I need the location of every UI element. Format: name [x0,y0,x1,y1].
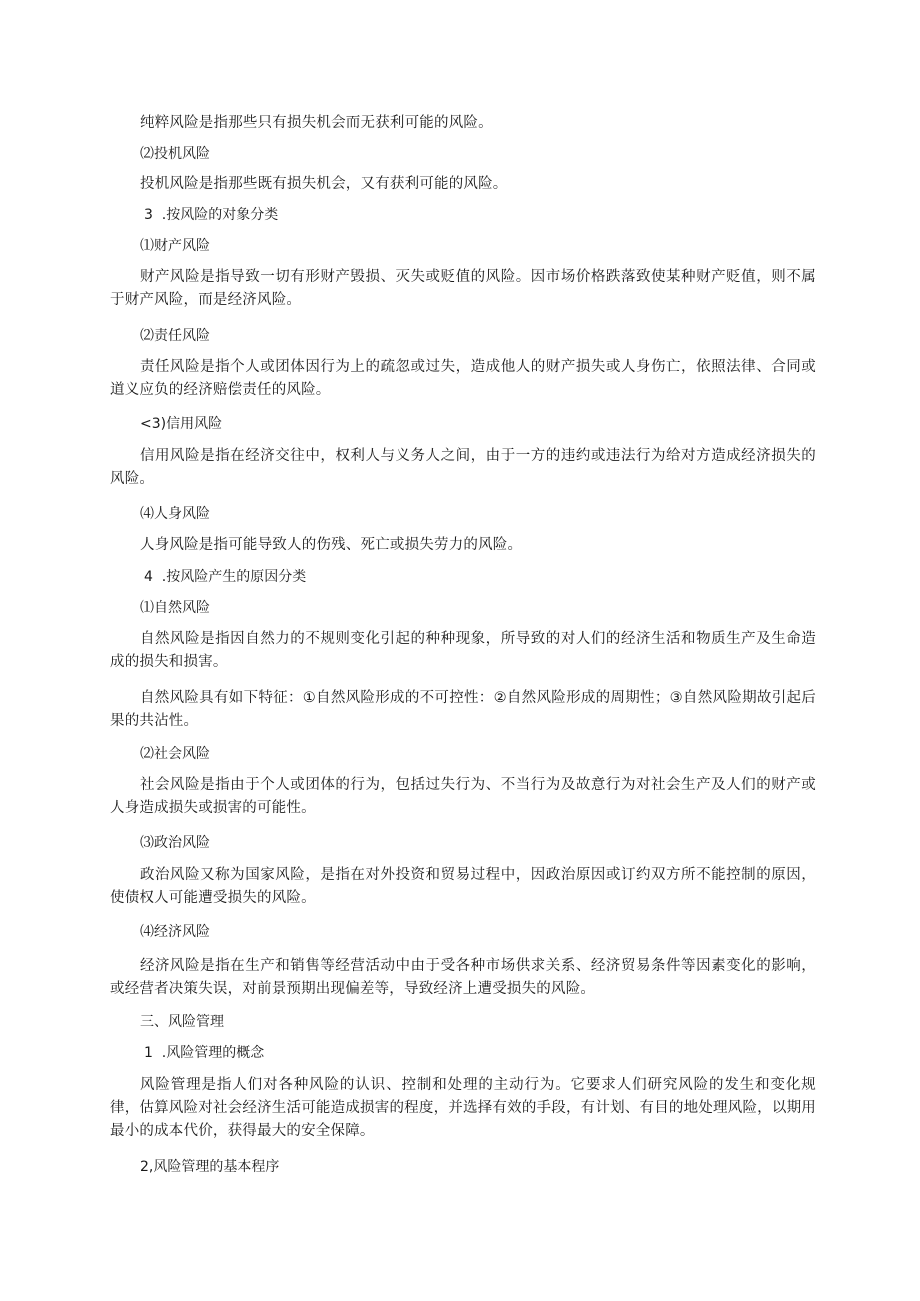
paragraph-property-risk: 财产风险是指导致一切有形财产毁损、灭失或贬值的风险。因市场价格跌落致使某种财产贬值，则不属于财产风险，而是经济风险。 [110,269,816,308]
heading-credit-risk: <3)信用风险 [140,416,223,432]
heading-risk-management-concept: 1 .风险管理的概念 [144,1045,265,1061]
paragraph-pure-risk: 纯粹风险是指那些只有损失机会而无获利可能的风险。 [140,115,493,131]
paragraph-liability-risk: 责任风险是指个人或团体因行为上的疏忽或过失，造成他人的财产损失或人身伤亡，依照法律、合同或道义应负的经济赔偿责任的风险。 [110,359,816,398]
heading-by-cause: 4 .按风险产生的原因分类 [144,569,307,585]
paragraph-risk-management-concept: 风险管理是指人们对各种风险的认识、控制和处理的主动行为。它要求人们研究风险的发生和变化规律，估算风险对社会经济生活可能造成损害的程度，并选择有效的手段，有计划、有目的地处理风险，以期用最小的成本代价，获得最大的安全保障。 [110,1077,816,1139]
heading-social-risk: ⑵社会风险 [140,746,210,762]
paragraph-credit-risk: 信用风险是指在经济交往中，权利人与义务人之间，由于一方的违约或违法行为给对方造成经济损失的风险。 [110,448,816,487]
paragraph-natural-risk-features: 自然风险具有如下特征：①自然风险形成的不可控性：②自然风险形成的周期性；③自然风险期故引起后果的共沾性。 [110,690,816,729]
paragraph-speculative-risk: 投机风险是指那些既有损失机会，又有获利可能的风险。 [140,176,508,192]
heading-natural-risk: ⑴自然风险 [140,600,210,616]
paragraph-personal-risk: 人身风险是指可能导致人的伤残、死亡或损失劳力的风险。 [140,537,523,553]
heading-property-risk: ⑴财产风险 [140,238,210,254]
heading-risk-management-procedure: 2,风险管理的基本程序 [140,1159,280,1175]
heading-liability-risk: ⑵责任风险 [140,328,210,344]
paragraph-economic-risk: 经济风险是指在生产和销售等经营活动中由于受各种市场供求关系、经济贸易条件等因素变化的影响，或经营者决策失误，对前景预期出现偏差等，导致经济上遭受损失的风险。 [110,958,816,997]
heading-risk-management: 三、风险管理 [140,1014,224,1030]
paragraph-political-risk: 政治风险又称为国家风险，是指在对外投资和贸易过程中，因政治原因或订约双方所不能控制的原因，使债权人可能遭受损失的风险。 [110,867,816,906]
heading-by-object: 3 .按风险的对象分类 [144,207,279,223]
heading-economic-risk: ⑷经济风险 [140,924,210,940]
heading-speculative-risk: ⑵投机风险 [140,146,210,162]
paragraph-natural-risk: 自然风险是指因自然力的不规则变化引起的种种现象，所导致的对人们的经济生活和物质生产及生命造成的损失和损害。 [110,631,816,670]
heading-political-risk: ⑶政治风险 [140,835,210,851]
paragraph-social-risk: 社会风险是指由于个人或团体的行为，包括过失行为、不当行为及故意行为对社会生产及人们的财产或人身造成损失或损害的可能性。 [110,777,816,816]
heading-personal-risk: ⑷人身风险 [140,506,210,522]
